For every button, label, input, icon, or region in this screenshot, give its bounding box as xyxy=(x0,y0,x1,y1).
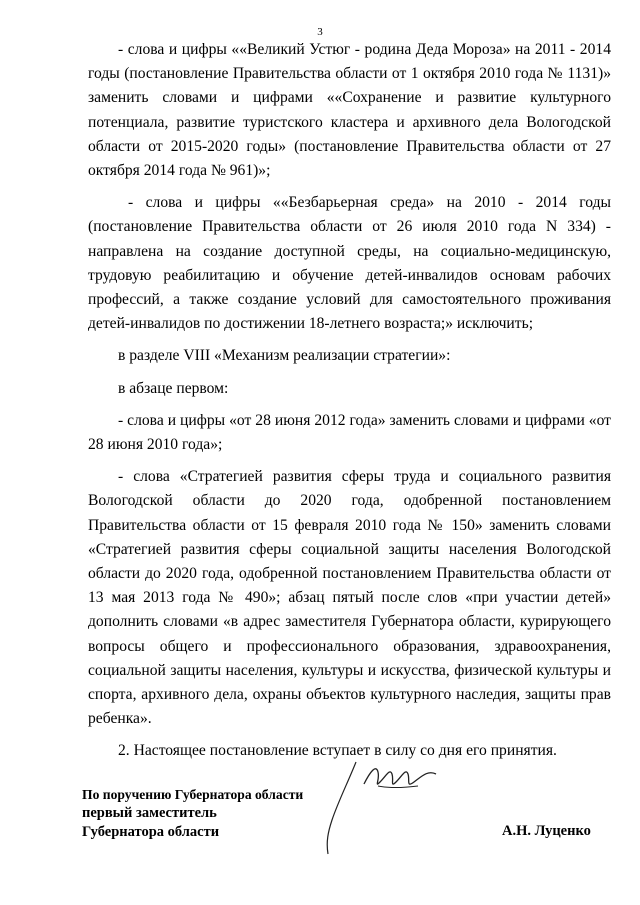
page-number: 3 xyxy=(317,26,323,38)
paragraph-1: - слова и цифры ««Великий Устюг - родина Деда Мороза» на 2011 - 2014 годы (постановление Правительства области от 1 октября 2010 года № 1131)» заменить словами и цифрами ««Сохранение и развитие культурного потенциала, развитие туристского кластера и архивного дела Вологодской области от 2015-2020 годы» (постановление Правительства области от 27 октября 2014 года № 961)»; xyxy=(88,41,611,180)
signature-line-3: Губернатора области xyxy=(82,824,220,840)
paragraph-7: 2. Настоящее постановление вступает в силу со дня его принятия. xyxy=(118,742,557,760)
signature-block xyxy=(82,786,303,842)
signer-name: А.Н. Луценко xyxy=(502,823,591,839)
paragraph-2: - слова и цифры ««Безбарьерная среда» на 2010 - 2014 годы (постановление Правительства области от 26 июля 2010 года N 334) - направлена на создание доступной среды, на социально-медицинскую, трудовую реабилитацию и обучение детей-инвалидов основам рабочих профессий, а также создание условий для самостоятельного проживания детей-инвалидов по достижении 18-летнего возраста;» исключить; xyxy=(88,194,611,333)
paragraph-4: в абзаце первом: xyxy=(118,379,229,397)
paragraph-6: - слова «Стратегией развития сферы труда и социального развития Вологодской области до 2020 года, одобренной постановлением Правительства области от 15 февраля 2010 года № 150» заменить словами «Стратегией развития сферы социальной защиты населения Вологодской области до 2020 года, одобренной постановлением Правительства области от 13 мая 2013 года № 490»; абзац пятый после слов «при участии детей» дополнить словами «в адрес заместителя Губернатора области, курирующего вопросы общего и профессионального образования, здравоохранения, социальной защиты населения, культуры и искусства, физической культуры и спорта, архивного дела, охраны объектов культурного наследия, защиты прав ребенка». xyxy=(88,468,611,728)
paragraph-5: - слова и цифры «от 28 июня 2012 года» заменить словами и цифрами «от 28 июня 2010 года»; xyxy=(88,411,611,454)
signature-line-2: первый заместитель xyxy=(82,805,217,821)
handwritten-signature xyxy=(318,742,468,862)
paragraph-3: в разделе VIII «Механизм реализации стратегии»: xyxy=(118,347,451,365)
signature-line-1: По поручению Губернатора области xyxy=(82,787,304,802)
document-body xyxy=(88,38,611,772)
